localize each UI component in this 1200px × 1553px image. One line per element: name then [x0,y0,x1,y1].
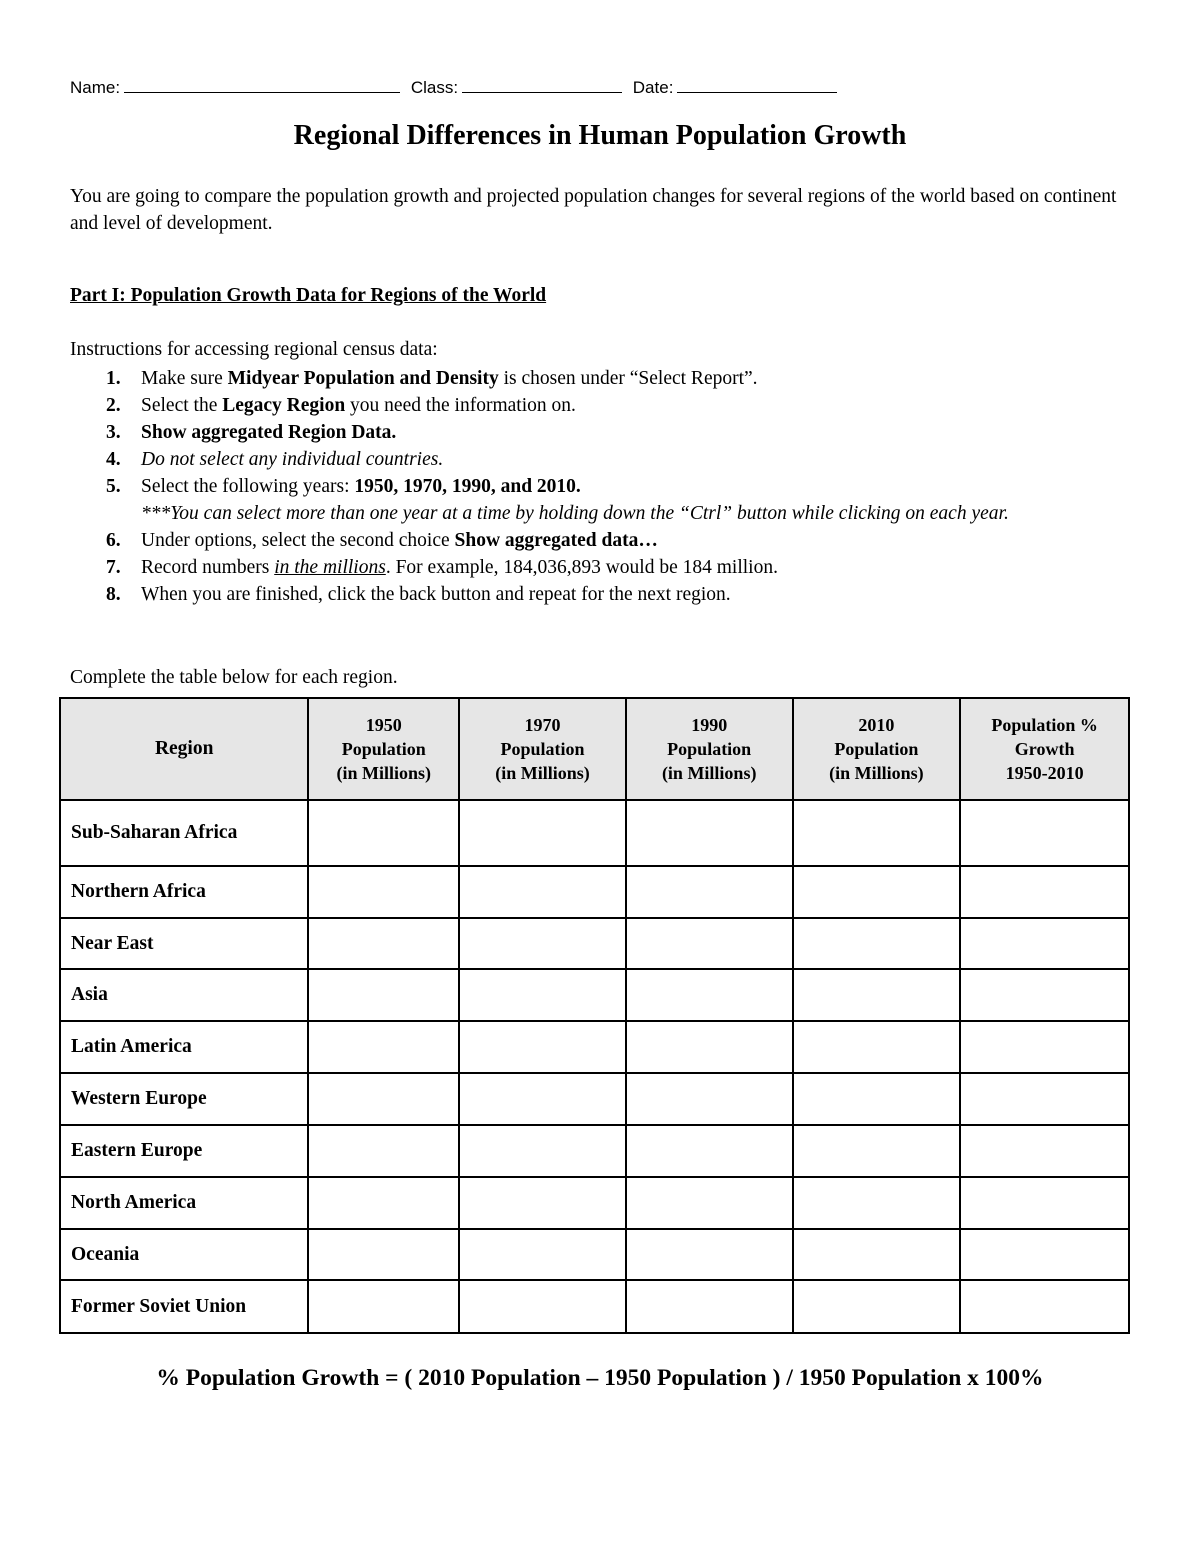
step-bold: Show aggregated data… [454,530,658,551]
entry-cell[interactable] [626,1073,793,1125]
entry-cell[interactable] [459,800,626,866]
entry-cell[interactable] [459,866,626,918]
region-cell: Asia [60,969,308,1021]
entry-cell[interactable] [626,800,793,866]
instruction-steps [70,365,1130,608]
entry-cell[interactable] [626,1177,793,1229]
step-bold: Show aggregated Region Data. [141,422,397,443]
region-cell: Oceania [60,1229,308,1280]
table-row [60,1073,1129,1125]
population-table [59,697,1130,1334]
step-number: 3. [106,422,121,443]
table-row [60,1280,1129,1333]
header-growth: Population % Growth 1950-2010 [960,698,1129,800]
table-header-row [60,698,1129,800]
step-number: 8. [106,584,121,605]
step-7 [70,554,1130,581]
name-label: Name: [70,78,121,97]
entry-cell[interactable] [626,969,793,1021]
entry-cell[interactable] [626,1229,793,1280]
entry-cell[interactable] [960,1280,1129,1333]
header-1950: 1950 Population (in Millions) [308,698,459,800]
step-number: 7. [106,557,121,578]
entry-cell[interactable] [626,866,793,918]
region-cell: Northern Africa [60,866,308,918]
entry-cell[interactable] [793,1125,961,1177]
entry-cell[interactable] [308,1021,459,1073]
header-1990: 1990 Population (in Millions) [626,698,793,800]
entry-cell[interactable] [793,1229,961,1280]
step-italic: Do not select any individual countries. [141,449,444,470]
entry-cell[interactable] [626,1280,793,1333]
header-2010: 2010 Population (in Millions) [793,698,961,800]
entry-cell[interactable] [308,866,459,918]
table-row [60,1125,1129,1177]
step-text: When you are finished, click the back button and repeat for the next region. [141,584,731,605]
entry-cell[interactable] [459,1125,626,1177]
entry-cell[interactable] [960,918,1129,969]
date-label: Date: [632,78,674,97]
entry-cell[interactable] [308,1073,459,1125]
table-row [60,1021,1129,1073]
class-blank[interactable] [462,74,622,93]
step-4 [70,446,1130,473]
table-row [60,918,1129,969]
region-cell: Near East [60,918,308,969]
entry-cell[interactable] [308,969,459,1021]
step-6 [70,527,1130,554]
step-text: Record numbers [141,557,275,578]
page-title: Regional Differences in Human Population Growth [293,120,907,151]
step-text: Select the following years: [141,476,355,497]
part-heading: Part I: Population Growth Data for Regions of the World [70,285,547,306]
step-text: is chosen under “Select Report”. [498,368,758,389]
entry-cell[interactable] [960,1177,1129,1229]
entry-cell[interactable] [459,1073,626,1125]
entry-cell[interactable] [459,918,626,969]
entry-cell[interactable] [793,969,961,1021]
region-cell: Eastern Europe [60,1125,308,1177]
entry-cell[interactable] [308,800,459,866]
step-2 [70,392,1130,419]
entry-cell[interactable] [793,800,961,866]
step-number: 6. [106,530,121,551]
growth-formula: % Population Growth = ( 2010 Population – 1950 Population ) / 1950 Population x 100% [156,1365,1044,1391]
entry-cell[interactable] [793,1021,961,1073]
instructions-intro: Instructions for accessing regional census data: [70,339,438,360]
entry-cell[interactable] [308,918,459,969]
entry-cell[interactable] [308,1280,459,1333]
table-intro: Complete the table below for each region. [70,667,398,688]
entry-cell[interactable] [960,1229,1129,1280]
step-text: Under options, select the second choice [141,530,455,551]
step-3 [70,419,1130,446]
step-text: Select the [141,395,223,416]
step-note: ***You can select more than one year at a time by holding down the “Ctrl” button while clicking on each year. [141,503,1009,524]
entry-cell[interactable] [793,1073,961,1125]
table-row [60,1177,1129,1229]
entry-cell[interactable] [793,918,961,969]
entry-cell[interactable] [960,969,1129,1021]
step-number: 4. [106,449,121,470]
student-info-line [70,74,837,98]
table-row [60,969,1129,1021]
entry-cell[interactable] [626,918,793,969]
entry-cell[interactable] [960,1021,1129,1073]
step-text: Make sure [141,368,228,389]
entry-cell[interactable] [960,866,1129,918]
entry-cell[interactable] [626,1021,793,1073]
entry-cell[interactable] [459,1177,626,1229]
region-cell: Western Europe [60,1073,308,1125]
step-text: you need the information on. [345,395,576,416]
date-blank[interactable] [677,74,837,93]
table-row [60,866,1129,918]
entry-cell[interactable] [960,800,1129,866]
entry-cell[interactable] [308,1125,459,1177]
step-text: . For example, 184,036,893 would be 184 million. [385,557,778,578]
step-5 [70,473,1130,527]
entry-cell[interactable] [459,1021,626,1073]
intro-paragraph: You are going to compare the population growth and projected population changes for several regions of the world based on continent and level of development. [70,186,1117,234]
region-cell: Former Soviet Union [60,1280,308,1333]
region-cell: Sub-Saharan Africa [60,800,308,866]
table-row [60,1229,1129,1280]
step-1 [70,365,1130,392]
entry-cell[interactable] [793,1280,961,1333]
entry-cell[interactable] [459,1229,626,1280]
entry-cell[interactable] [960,1073,1129,1125]
header-region: Region [60,698,308,800]
step-bold: Legacy Region [222,395,346,416]
step-underline: in the millions [274,557,386,578]
step-bold: 1950, 1970, 1990, and 2010. [354,476,581,497]
entry-cell[interactable] [459,1280,626,1333]
entry-cell[interactable] [793,866,961,918]
step-bold: Midyear Population and Density [227,368,499,389]
header-1970: 1970 Population (in Millions) [459,698,626,800]
entry-cell[interactable] [793,1177,961,1229]
entry-cell[interactable] [626,1125,793,1177]
entry-cell[interactable] [308,1229,459,1280]
entry-cell[interactable] [960,1125,1129,1177]
class-label: Class: [410,78,459,97]
entry-cell[interactable] [308,1177,459,1229]
step-8 [70,581,1130,608]
entry-cell[interactable] [459,969,626,1021]
region-cell: North America [60,1177,308,1229]
step-number: 2. [106,395,121,416]
step-number: 5. [106,476,121,497]
step-number: 1. [106,368,121,389]
region-cell: Latin America [60,1021,308,1073]
name-blank[interactable] [124,74,400,93]
table-row [60,800,1129,866]
